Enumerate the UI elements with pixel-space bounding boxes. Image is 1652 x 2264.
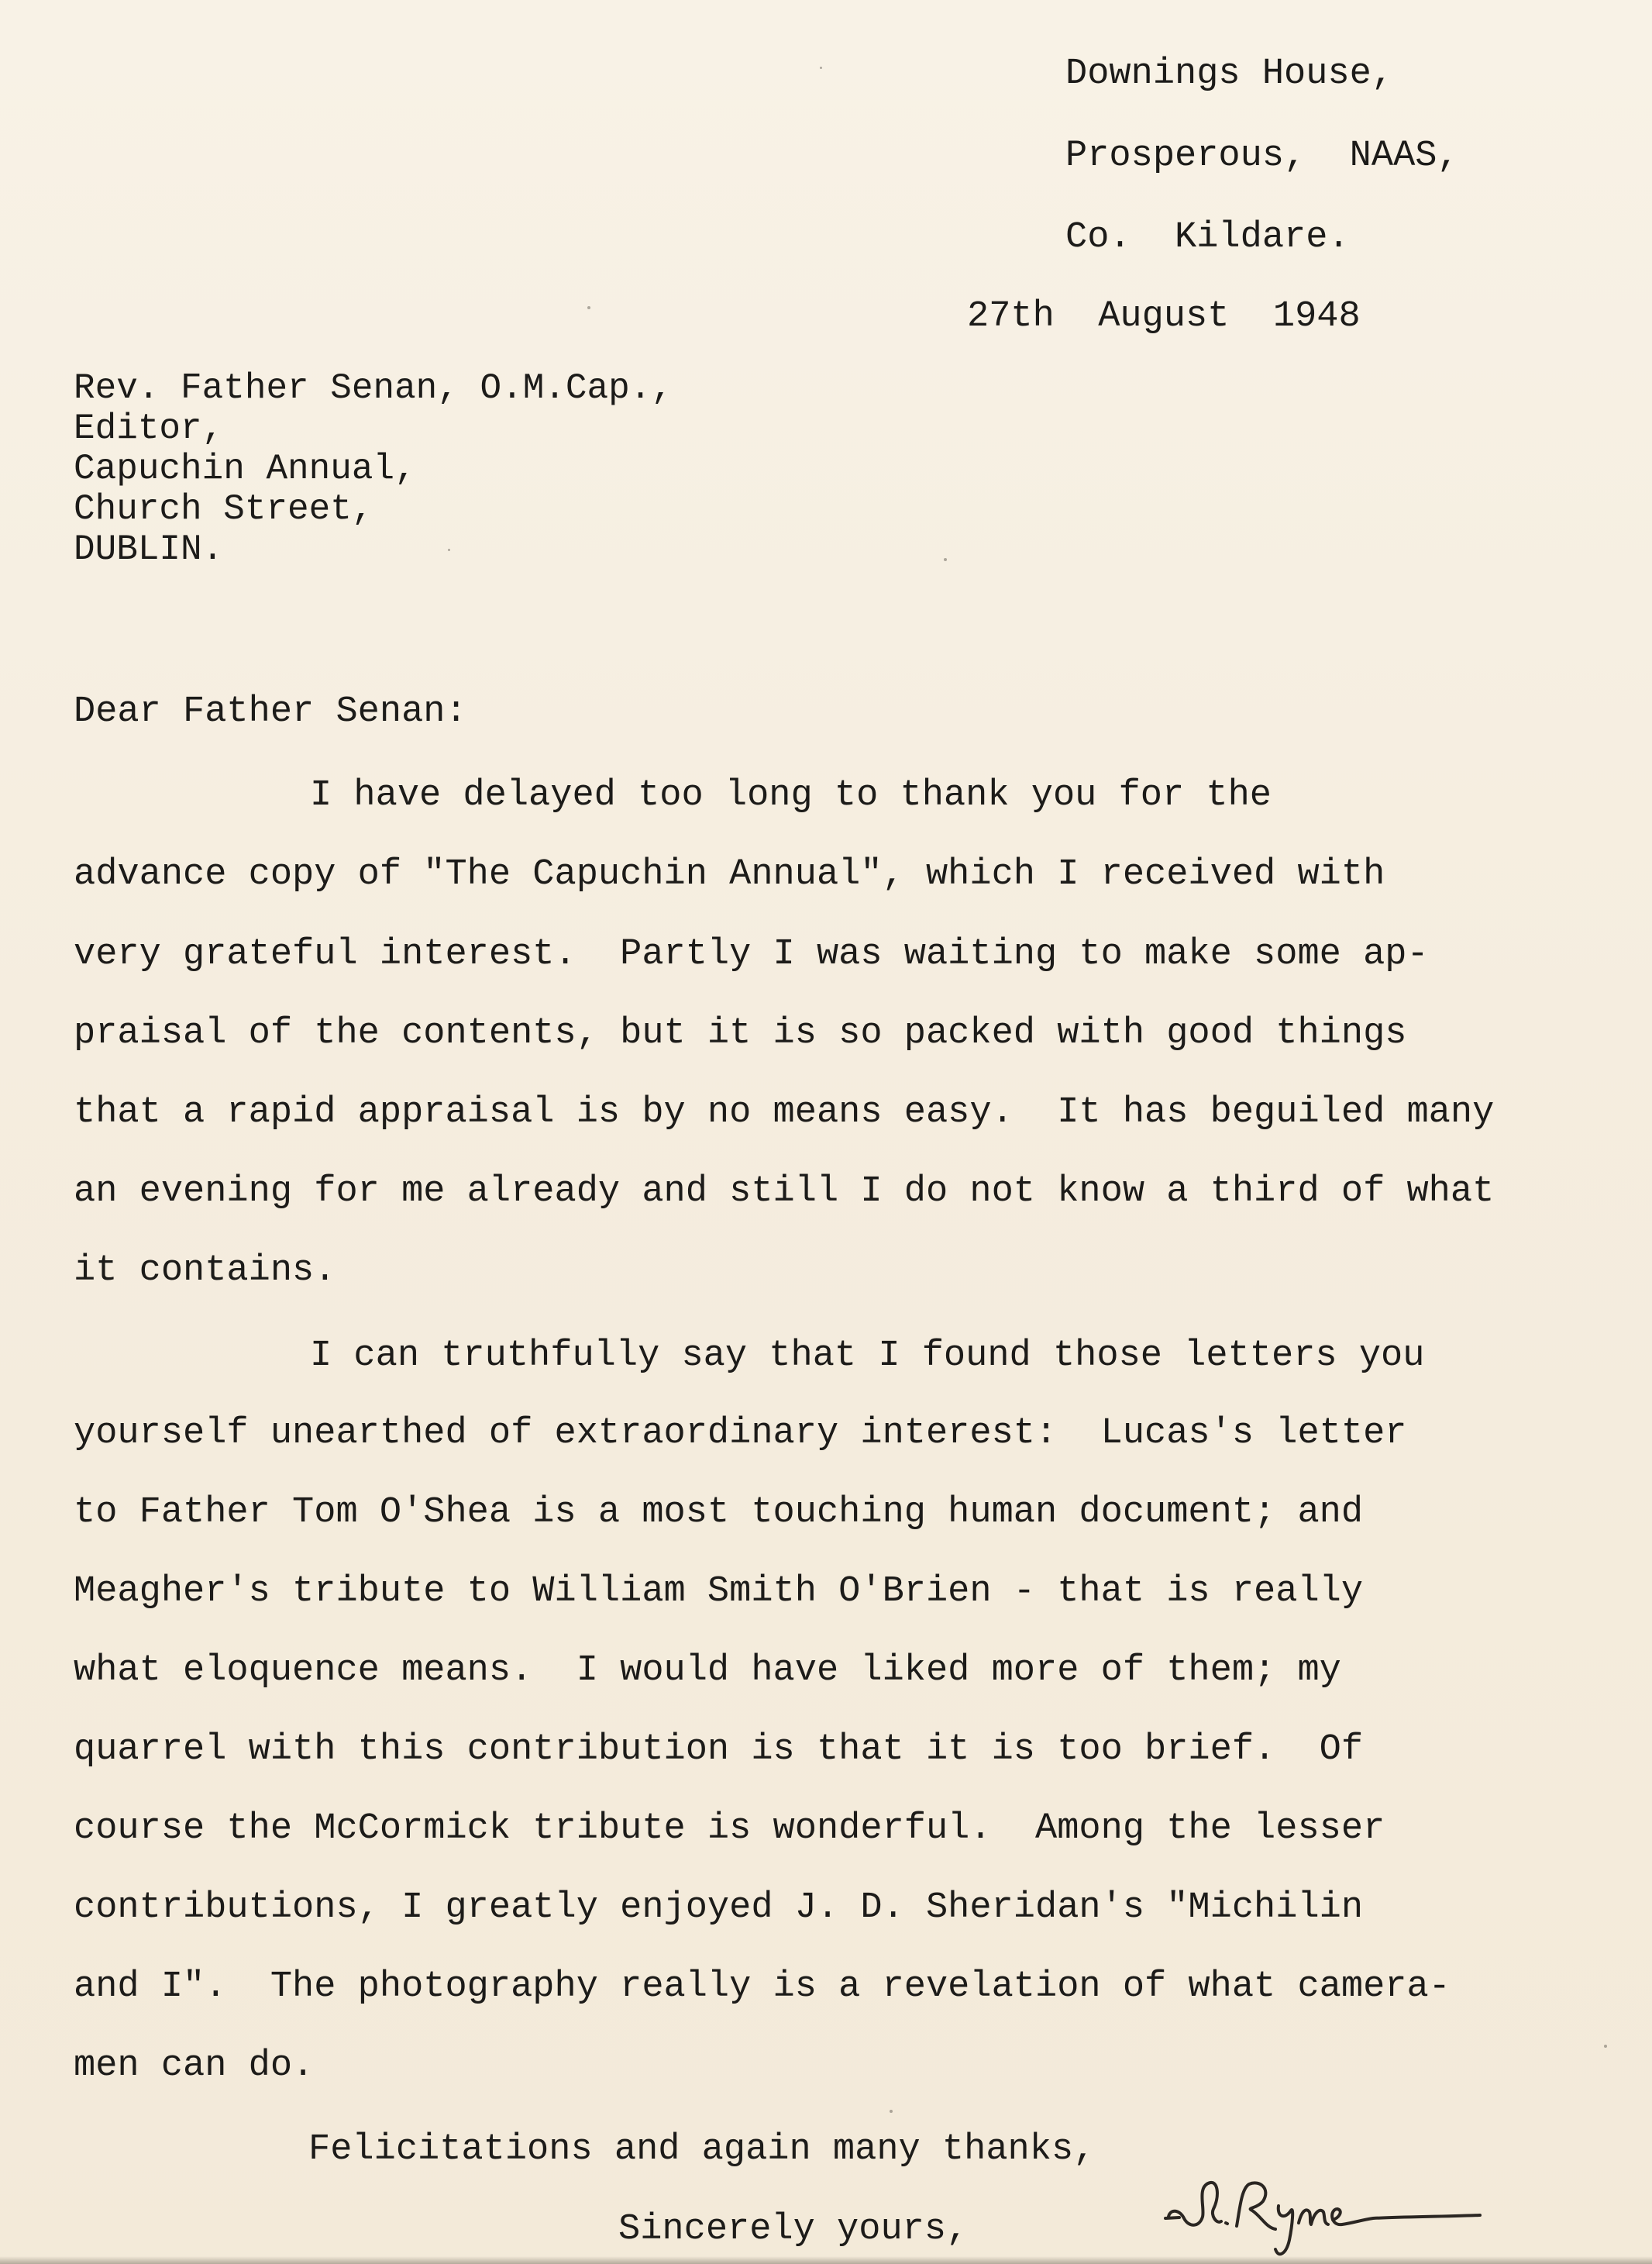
letter-date: 27th August 1948 [967, 296, 1361, 337]
closing: Felicitations and again many thanks, [308, 2129, 1096, 2170]
page-bottom-edge [0, 2256, 1652, 2264]
body-line: I can truthfully say that I found those letters you [310, 1335, 1425, 1377]
body-line: course the McCormick tribute is wonderful. Among the lesser [74, 1808, 1385, 1849]
paper-speck [1604, 2045, 1607, 2048]
recipient-line: Editor, [74, 408, 224, 449]
paper-speck [944, 558, 947, 561]
recipient-line: Capuchin Annual, [74, 449, 416, 489]
body-line: yourself unearthed of extraordinary interest: Lucas's letter [74, 1413, 1407, 1454]
paper-speck [587, 306, 590, 309]
body-line: I have delayed too long to thank you for the [310, 775, 1272, 816]
body-line: quarrel with this contribution is that it is too brief. Of [74, 1729, 1364, 1770]
sender-address-line: Co. Kildare. [1065, 217, 1350, 258]
body-line: very grateful interest. Partly I was waiting to make some ap- [74, 934, 1429, 975]
paper-speck [448, 549, 450, 551]
salutation: Dear Father Senan: [74, 691, 467, 732]
sender-address-line: Prosperous, NAAS, [1065, 136, 1459, 177]
body-line: that a rapid appraisal is by no means easy. It has beguiled many [74, 1092, 1495, 1133]
body-line: men can do. [74, 2045, 315, 2087]
paper-speck [820, 67, 822, 69]
recipient-line: Church Street, [74, 489, 373, 529]
sign-off: Sincerely yours, [618, 2209, 969, 2250]
handwritten-signature [1162, 2162, 1488, 2263]
body-line: Meagher's tribute to William Smith O'Brien - that is really [74, 1571, 1364, 1612]
body-line: advance copy of "The Capuchin Annual", which I received with [74, 854, 1385, 895]
body-line: praisal of the contents, but it is so packed with good things [74, 1013, 1407, 1054]
body-line: it contains. [74, 1250, 336, 1291]
body-line: to Father Tom O'Shea is a most touching human document; and [74, 1492, 1364, 1533]
paper-speck [890, 2110, 893, 2113]
body-line: contributions, I greatly enjoyed J. D. Sheridan's "Michilin [74, 1887, 1364, 1928]
body-line: an evening for me already and still I do not know a third of what [74, 1171, 1495, 1212]
body-line: and I". The photography really is a revelation of what camera- [74, 1966, 1451, 2007]
recipient-line: DUBLIN. [74, 529, 224, 570]
sender-address-line: Downings House, [1065, 53, 1394, 95]
recipient-line: Rev. Father Senan, O.M.Cap., [74, 368, 673, 408]
body-line: what eloquence means. I would have liked more of them; my [74, 1650, 1341, 1691]
